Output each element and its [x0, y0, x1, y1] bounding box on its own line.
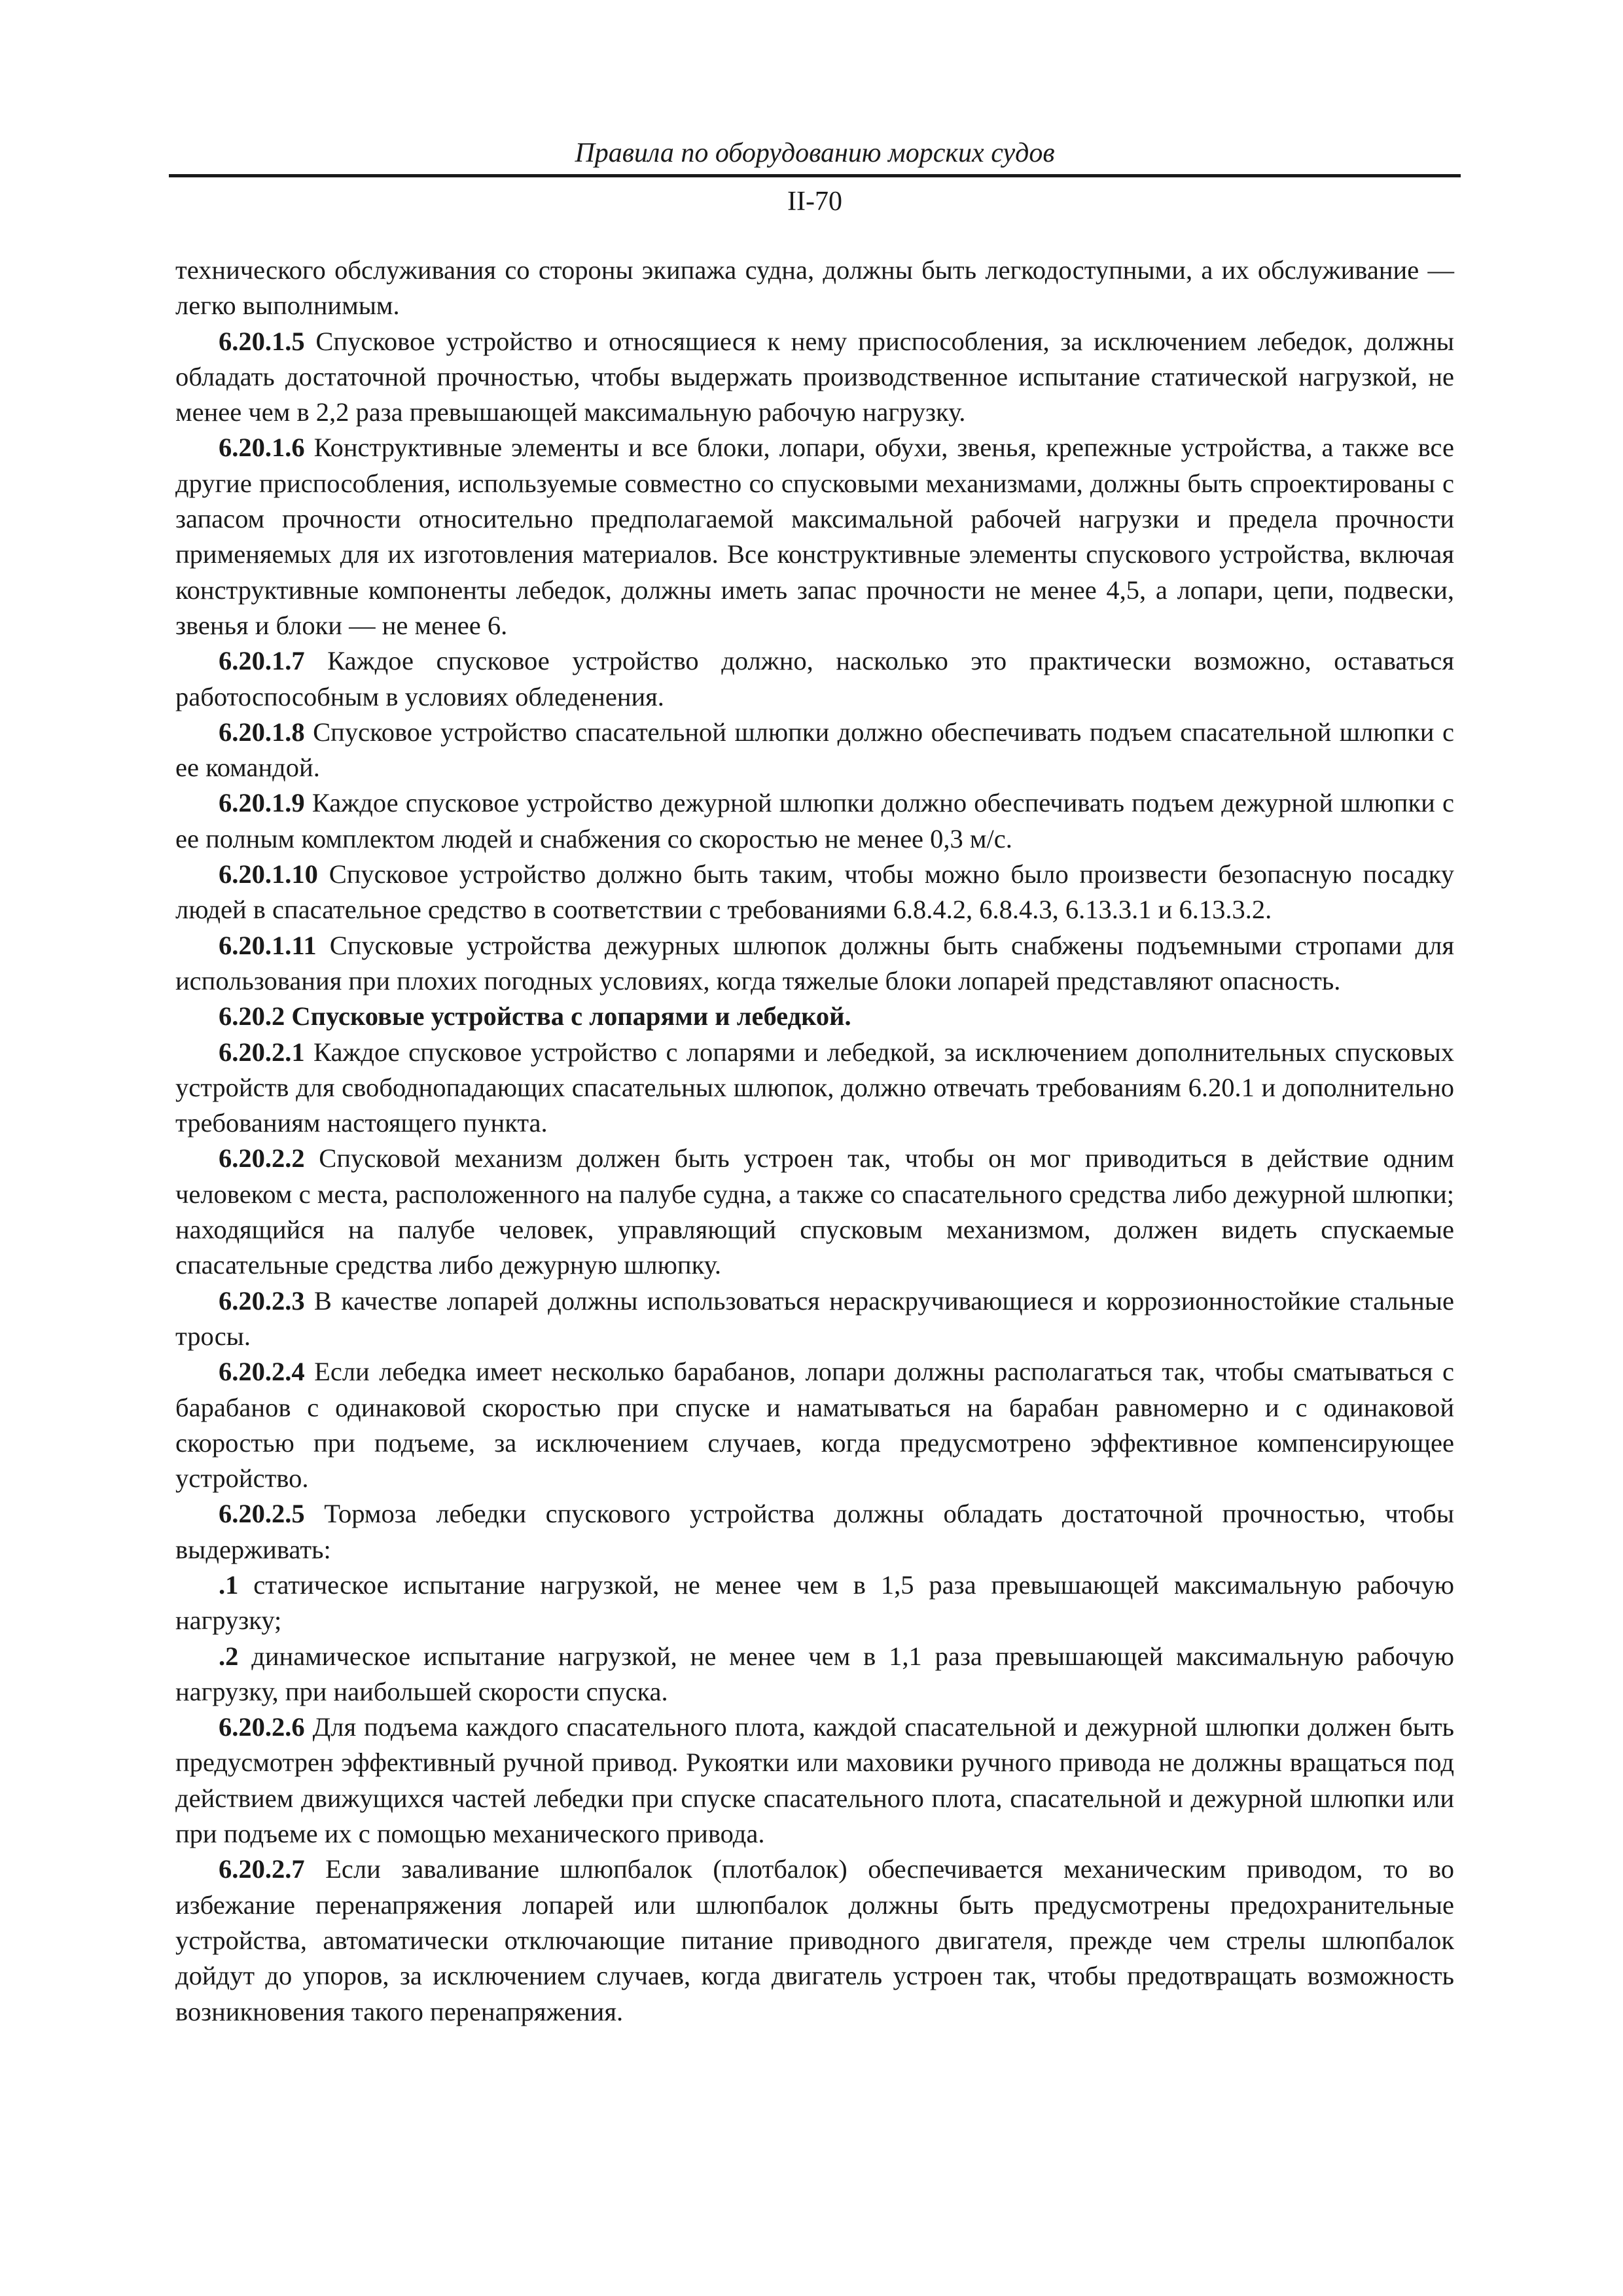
paragraph-6-20-1-10 — [175, 857, 1454, 928]
clause-number: 6.20.1.7 — [219, 646, 305, 676]
clause-text: Спусковые устройства дежурных шлюпок должны быть снабжены подъемными стропами для использования при плохих погодных условиях, когда тяжелые блоки лопарей представляют опасность. — [175, 930, 1454, 996]
list-item-text: статическое испытание нагрузкой, не менее чем в 1,5 раза превышающей максимальную рабочую нагрузку; — [175, 1570, 1454, 1636]
list-item-text: динамическое испытание нагрузкой, не менее чем в 1,1 раза превышающей максимальную рабочую нагрузку, при наибольшей скорости спуска. — [175, 1641, 1454, 1706]
clause-number: 6.20.2.2 — [219, 1143, 305, 1174]
clause-number: 6.20.1.9 — [219, 788, 305, 818]
paragraph-6-20-2-2 — [175, 1141, 1454, 1283]
clause-text: Тормоза лебедки спускового устройства должны обладать достаточной прочностью, чтобы выдерживать: — [175, 1499, 1454, 1564]
clause-number: 6.20.2.5 — [219, 1499, 305, 1529]
clause-number: 6.20.2.4 — [219, 1357, 305, 1387]
clause-number: 6.20.1.8 — [219, 717, 305, 747]
clause-text: Каждое спусковое устройство с лопарями и лебедкой, за исключением дополнительных спусковых устройств для свободнопадающих спасательных шлюпок, должно отвечать требованиям 6.20.1 и дополнительно требованиям настоящего пункта. — [175, 1037, 1454, 1138]
paragraph-6-20-1-6 — [175, 430, 1454, 643]
section-heading-6-20-2 — [175, 999, 1454, 1034]
paragraph-6-20-1-9 — [175, 785, 1454, 857]
clause-number: 6.20.1.10 — [219, 859, 318, 889]
clause-text: Каждое спусковое устройство дежурной шлюпки должно обеспечивать подъем дежурной шлюпки с ее полным комплектом людей и снабжения со скоростью не менее 0,3 м/с. — [175, 788, 1454, 853]
clause-text: Спусковое устройство должно быть таким, чтобы можно было произвести безопасную посадку людей в спасательное средство в соответствии с требованиями 6.8.4.2, 6.8.4.3, 6.13.3.1 и 6.13.3.2. — [175, 859, 1454, 925]
paragraph-6-20-1-7 — [175, 643, 1454, 715]
document-body — [175, 253, 1454, 2030]
clause-text: Спусковой механизм должен быть устроен так, чтобы он мог приводиться в действие одним человеком с места, расположенного на палубе судна, а также со спасательного средства либо дежурной шлюпки; находящийся на палубе человек, управляющий спусковым механизмом, должен видеть спускаемые спасательные средства либо дежурную шлюпку. — [175, 1143, 1454, 1280]
clause-number: 6.20.1.6 — [219, 433, 305, 463]
paragraph-6-20-2-5 — [175, 1496, 1454, 1568]
paragraph-6-20-1-11 — [175, 928, 1454, 999]
clause-text: Каждое спусковое устройство должно, насколько это практически возможно, оставаться работоспособным в условиях обледенения. — [175, 646, 1454, 711]
clause-text: В качестве лопарей должны использоваться нераскручивающиеся и коррозионностойкие стальные тросы. — [175, 1285, 1454, 1351]
clause-text: Спусковое устройство спасательной шлюпки должно обеспечивать подъем спасательной шлюпки с ее командой. — [175, 717, 1454, 783]
page-number: II-70 — [787, 187, 842, 217]
list-item-2 — [175, 1639, 1454, 1710]
clause-text: Если лебедка имеет несколько барабанов, лопари должны располагаться так, чтобы сматываться с барабанов с одинаковой скоростью при спуске и наматываться на барабан равномерно и с одинаковой скоростью при подъеме, за исключением случаев, когда предусмотрено эффективное компенсирующее устройство. — [175, 1357, 1454, 1494]
paragraph-6-20-1-8 — [175, 715, 1454, 786]
paragraph-6-20-1-5 — [175, 324, 1454, 431]
list-item-1 — [175, 1568, 1454, 1639]
clause-number: 6.20.2.1 — [219, 1037, 305, 1067]
list-marker: .2 — [219, 1641, 239, 1671]
clause-text: Если заваливание шлюпбалок (плотбалок) обеспечивается механическим приводом, то во избежание перенапряжения лопарей или шлюпбалок должны быть предусмотрены предохранительные устройства, автоматически отключающие питание приводного двигателя, прежде чем стрелы шлюпбалок дойдут до упоров, за исключением случаев, когда двигатель устроен так, чтобы предотвращать возможность возникновения такого перенапряжения. — [175, 1854, 1454, 2026]
list-marker: .1 — [219, 1570, 239, 1600]
header-rule — [169, 174, 1461, 177]
clause-number: 6.20.2.6 — [219, 1712, 305, 1742]
paragraph-continuation: технического обслуживания со стороны экипажа судна, должны быть легкодоступными, а их обслуживание — легко выполнимым. — [175, 255, 1454, 321]
clause-number: 6.20.1.5 — [219, 326, 305, 356]
clause-text: Конструктивные элементы и все блоки, лопари, обухи, звенья, крепежные устройства, а также все другие приспособления, используемые совместно со спусковыми механизмами, должны быть спроектированы с запасом прочности относительно предполагаемой максимальной рабочей нагрузки и предела прочности применяемых для их изготовления материалов. Все конструктивные элементы спускового устройства, включая конструктивные компоненты лебедок, должны иметь запас прочности не менее 4,5, а лопари, цепи, подвески, звенья и блоки — не менее 6. — [175, 433, 1454, 640]
paragraph-6-20-2-6 — [175, 1710, 1454, 1852]
paragraph-6-20-2-4 — [175, 1354, 1454, 1496]
clause-text: Спусковое устройство и относящиеся к нему приспособления, за исключением лебедок, должны обладать достаточной прочностью, чтобы выдержать производственное испытание статической нагрузкой, не менее чем в 2,2 раза превышающей максимальную рабочую нагрузку. — [175, 326, 1454, 427]
clause-text: Для подъема каждого спасательного плота, каждой спасательной и дежурной шлюпки должен быть предусмотрен эффективный ручной привод. Рукоятки или маховики ручного привода не должны вращаться под действием движущихся частей лебедки при спуске спасательного плота, спасательной и дежурной шлюпки или при подъеме их с помощью механического привода. — [175, 1712, 1454, 1849]
paragraph-6-20-2-3 — [175, 1283, 1454, 1355]
clause-number: 6.20.2.3 — [219, 1285, 305, 1316]
running-title: Правила по оборудованию морских судов — [575, 138, 1055, 168]
clause-number: 6.20.2.7 — [219, 1854, 305, 1884]
section-heading: 6.20.2 Спусковые устройства с лопарями и лебедкой. — [219, 1001, 851, 1031]
paragraph-6-20-2-7 — [175, 1852, 1454, 2029]
paragraph-6-20-2-1 — [175, 1035, 1454, 1141]
clause-number: 6.20.1.11 — [219, 930, 317, 960]
